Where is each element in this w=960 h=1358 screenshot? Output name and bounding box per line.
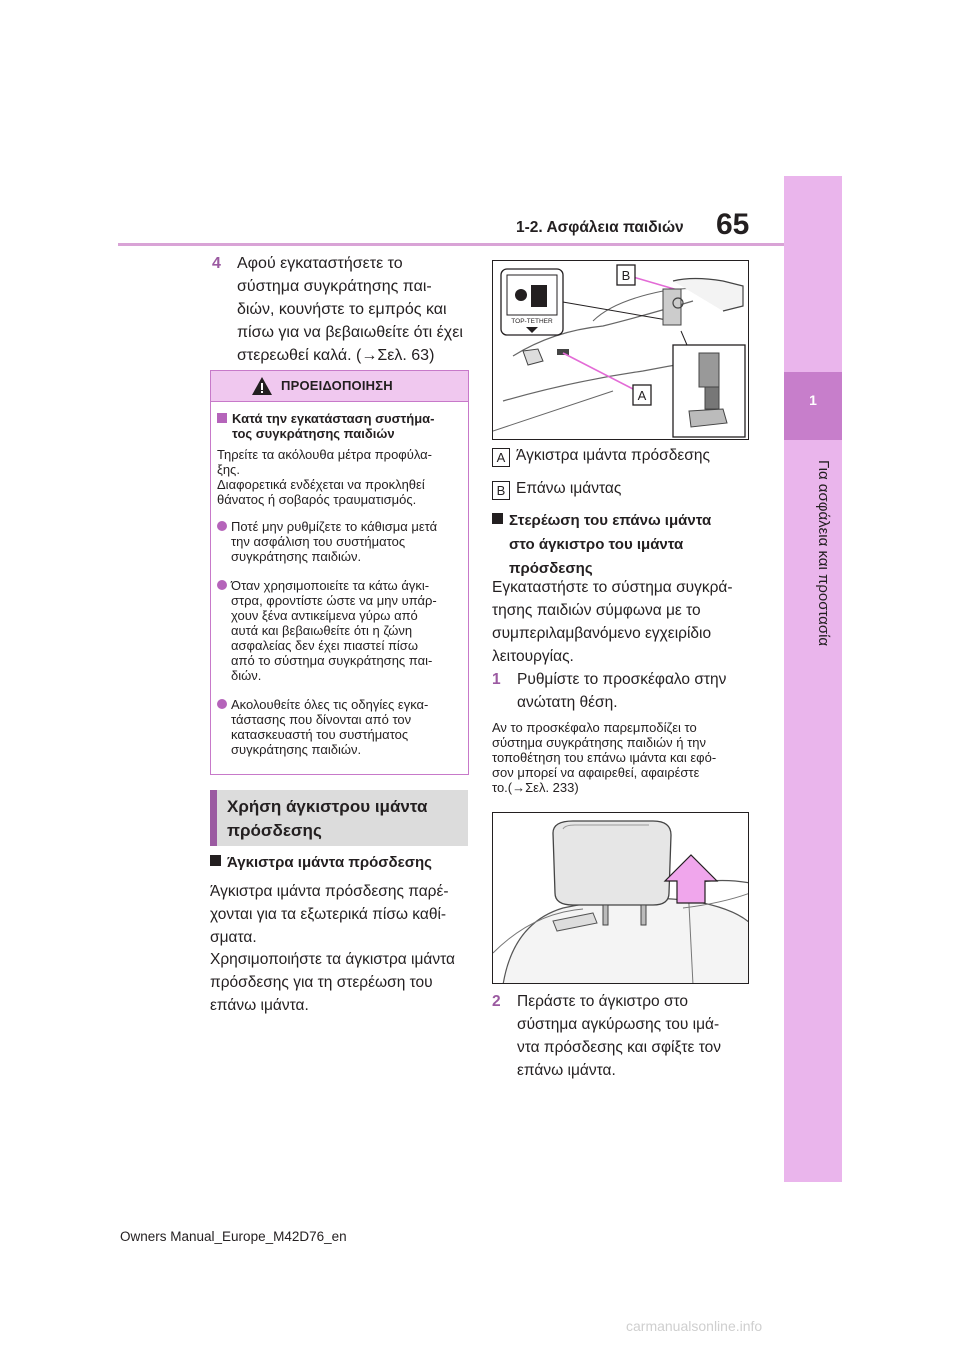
- subheading-attach-strap: [492, 509, 762, 581]
- paragraph-line: χονται για τα εξωτερικά πίσω καθί-: [210, 906, 447, 923]
- step-1: [492, 668, 762, 714]
- step-line: σύστημα συγκράτησης παι-: [237, 278, 432, 295]
- warning-intro-line: ξης.: [217, 462, 240, 477]
- tether-anchor-illustration: [493, 261, 749, 440]
- step-line: πίσω για να βεβαιωθείτε ότι έχει: [237, 324, 463, 341]
- step-number: 2: [492, 993, 501, 1010]
- warning-bullet: [217, 697, 465, 757]
- note-headrest: [492, 720, 762, 795]
- round-bullet-icon: [217, 699, 227, 709]
- figure-tether-anchor: [492, 260, 749, 440]
- callout-a: A: [637, 388, 647, 403]
- paragraph-line: Άγκιστρα ιμάντα πρόσδεσης παρέ-: [210, 883, 449, 900]
- step-line: ανώτατη θέση.: [517, 694, 618, 711]
- footer-text: Owners Manual_Europe_M42D76_en: [120, 1229, 347, 1244]
- bullet-line: τάστασης που δίνονται από τον: [231, 712, 412, 727]
- bullet-line: την ασφάλιση του συστήματος: [231, 534, 406, 549]
- bullet-line: από το σύστημα συγκράτησης παι-: [231, 653, 433, 668]
- bullet-line: κατασκευαστή του συστήματος: [231, 727, 409, 742]
- warning-bullet: [217, 578, 465, 683]
- paragraph-tether-intro: [210, 880, 472, 949]
- warning-intro-line: Τηρείτε τα ακόλουθα μέτρα προφύλα-: [217, 447, 432, 462]
- subheading-text: Άγκιστρα ιμάντα πρόσδεσης: [227, 854, 432, 871]
- chapter-label: Για ασφάλεια και προστασία: [815, 460, 832, 647]
- bullet-line: Όταν χρησιμοποιείτε τα κάτω άγκι-: [231, 578, 430, 593]
- step-line: επάνω ιμάντα.: [517, 1062, 616, 1079]
- bullet-line: στρα, φροντίστε ώστε να μην υπάρ-: [231, 593, 437, 608]
- paragraph-line: σματα.: [210, 929, 257, 946]
- step-line: διών, κουνήστε το εμπρός και: [237, 301, 447, 318]
- paragraph-line: πρόσδεσης για τη στερέωση του: [210, 974, 433, 991]
- section-heading-line: Χρήση άγκιστρου ιμάντα: [227, 797, 428, 816]
- step-number: 1: [492, 671, 501, 688]
- paragraph-line: Χρησιμοποιήστε τα άγκιστρα ιμάντα: [210, 951, 455, 968]
- note-line: Αν το προσκέφαλο παρεμποδίζει το: [492, 720, 697, 735]
- round-bullet-icon: [217, 521, 227, 531]
- step-line: Περάστε το άγκιστρο στο: [517, 993, 689, 1010]
- top-tether-label-text: TOP-TETHER: [511, 318, 553, 325]
- section-heading-text: [227, 795, 467, 843]
- step-2: [492, 990, 762, 1082]
- square-bullet-icon: [217, 413, 227, 423]
- step-line: ντα πρόσδεσης και σφίξτε τον: [517, 1039, 722, 1056]
- warning-triangle-icon: [251, 375, 273, 397]
- paragraph-line: Εγκαταστήστε το σύστημα συγκρά-: [492, 579, 733, 596]
- legend-item-a: [492, 445, 710, 467]
- subheading-line: Στερέωση του επάνω ιμάντα: [509, 512, 712, 529]
- warning-intro-line: Διαφορετικά ενδέχεται να προκληθεί: [217, 477, 425, 492]
- warning-intro: [217, 447, 465, 507]
- legend-item-b: [492, 478, 621, 500]
- paragraph-line: λειτουργίας.: [492, 648, 574, 665]
- subheading-tether-anchors: [210, 851, 470, 875]
- legend-text: Άγκιστρα ιμάντα πρόσδεσης: [516, 447, 710, 464]
- warning-header: [211, 371, 468, 402]
- paragraph-line: επάνω ιμάντα.: [210, 997, 309, 1014]
- watermark-text: carmanualsonline.info: [626, 1318, 763, 1334]
- bullet-line: αυτά και βεβαιωθείτε ότι η ζώνη: [231, 623, 413, 638]
- bullet-line: Ακολουθείτε όλες τις οδηγίες εγκα-: [231, 697, 429, 712]
- step-number: 4: [212, 255, 221, 272]
- legend-key: A: [492, 448, 510, 467]
- note-line: το.(→Σελ. 233): [492, 780, 579, 795]
- callout-b: B: [621, 268, 631, 283]
- warning-subtitle: [217, 411, 465, 441]
- bullet-line: Ποτέ μην ρυθμίζετε το κάθισμα μετά: [231, 519, 438, 534]
- bullet-line: ασφαλείας δεν έχει πιαστεί πίσω: [231, 638, 418, 653]
- section-title: 1-2. Ασφάλεια παιδιών: [516, 219, 684, 236]
- note-line: σύστημα συγκράτησης παιδιών ή την: [492, 735, 706, 750]
- step-line: Αφού εγκαταστήσετε το: [237, 255, 403, 272]
- subheading-line: πρόσδεσης: [509, 560, 593, 577]
- page-number: 65: [716, 208, 750, 241]
- step-line: σύστημα αγκύρωσης του ιμά-: [517, 1016, 720, 1033]
- headrest-illustration: [493, 813, 749, 984]
- paragraph-tether-use: [210, 948, 472, 1017]
- bullet-line: συγκράτησης παιδιών.: [231, 549, 362, 564]
- chapter-number: 1: [809, 392, 817, 408]
- bullet-line: διών.: [231, 668, 262, 683]
- section-heading-line: πρόσδεσης: [227, 821, 322, 840]
- warning-subtitle-line: Κατά την εγκατάσταση συστήμα-: [232, 411, 435, 426]
- step-line: Ρυθμίστε το προσκέφαλο στην: [517, 671, 727, 688]
- header-rule: [118, 243, 784, 246]
- warning-subtitle-line: τος συγκράτησης παιδιών: [232, 426, 395, 441]
- note-line: τοποθέτηση του επάνω ιμάντα και εφό-: [492, 750, 717, 765]
- warning-title: ΠΡΟΕΙΔΟΠΟΙΗΣΗ: [281, 378, 393, 393]
- paragraph-line: συμπεριλαμβανόμενο εγχειρίδιο: [492, 625, 712, 642]
- legend-key: B: [492, 481, 510, 500]
- warning-bullet: [217, 519, 465, 564]
- round-bullet-icon: [217, 580, 227, 590]
- step-4: [212, 252, 472, 367]
- step-line: στερεωθεί καλά. (→Σελ. 63): [237, 347, 435, 364]
- bullet-line: χουν ξένα αντικείμενα γύρω από: [231, 608, 418, 623]
- paragraph-line: τησης παιδιών σύμφωνα με το: [492, 602, 701, 619]
- legend-text: Επάνω ιμάντας: [516, 480, 622, 497]
- warning-intro-line: θάνατος ή σοβαρός τραυματισμός.: [217, 492, 417, 507]
- bullet-line: συγκράτησης παιδιών.: [231, 742, 362, 757]
- note-line: σον μπορεί να αφαιρεθεί, αφαιρέστε: [492, 765, 700, 780]
- figure-headrest: [492, 812, 749, 984]
- section-heading: [210, 790, 468, 846]
- square-bullet-icon: [492, 513, 503, 524]
- subheading-line: στο άγκιστρο του ιμάντα: [509, 536, 684, 553]
- warning-box: [210, 370, 469, 775]
- square-bullet-icon: [210, 855, 221, 866]
- paragraph-install-instructions: [492, 576, 762, 668]
